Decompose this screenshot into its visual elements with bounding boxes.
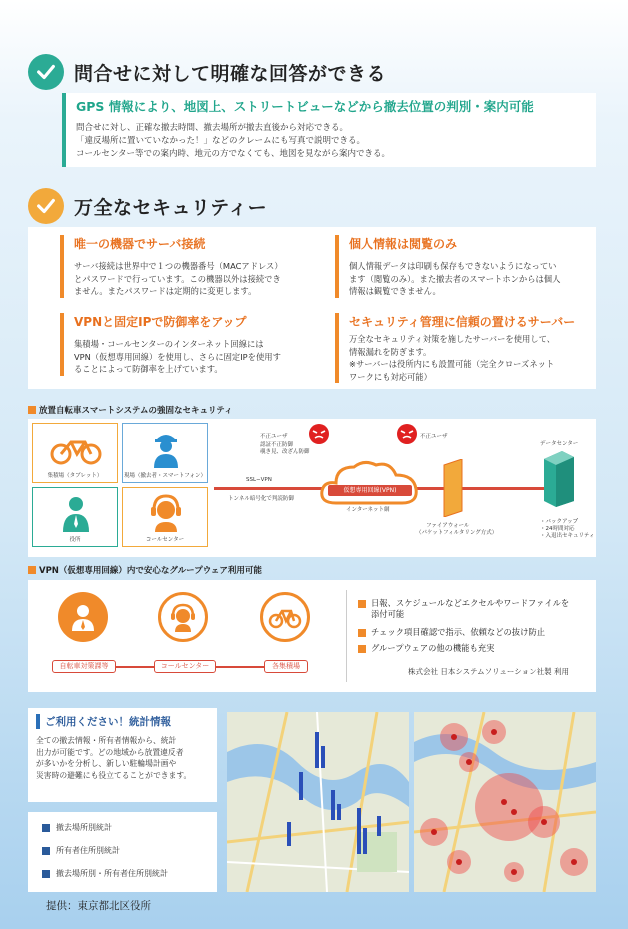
security-line: ません。またパスワードは定期的に変更します。 (74, 286, 257, 296)
security-line: 情報は観覧できません。 (349, 286, 441, 296)
bicycle-icon (33, 424, 119, 474)
datacenter-feature: ・入退出セキュリティ (540, 533, 595, 539)
datacenter-feature: ・24時間対応 (540, 526, 575, 532)
bad-user-note: 覗き見、改ざん防御 (260, 449, 310, 455)
feature-item: グループウェアの他の機能も充実 (358, 643, 494, 654)
check-icon (28, 54, 64, 90)
diagram1-title: 放置自転車スマートシステムの強固なセキュリティ (28, 404, 233, 416)
security-item-title: 唯一の機器でサーバ接続 (74, 237, 206, 251)
stats-line: が多いかを分析し、新しい駐輪場計画や (36, 759, 177, 768)
firewall-label: ファイアウォール (426, 523, 470, 529)
security-item (335, 235, 590, 298)
security-line: ることによって防御率を上げています。 (74, 364, 223, 374)
security-line: 個人情報データは印刷も保存もできないようになってい (349, 261, 557, 271)
node-label: 自転車対策課等 (52, 660, 116, 673)
stats-item: 撤去場所別統計 (42, 822, 203, 833)
check-icon (28, 188, 64, 224)
gps-line: 「違反場所に置いていなかった！」などのクレームにも写真で説明できる。 (76, 136, 366, 146)
section2-title: 万全なセキュリティー (74, 196, 268, 219)
security-line: 集積場・コールセンターのインターネット回線には (74, 339, 264, 349)
gps-text (76, 122, 586, 161)
stats-line: 出力が可能です。どの地域から放置違反者 (36, 747, 184, 757)
datacenter-label: データセンター (540, 441, 579, 447)
stats-item: 所有者住所別統計 (42, 845, 203, 856)
person-icon (33, 488, 119, 538)
security-item-title: VPNと固定IPで防御率をアップ (74, 315, 247, 329)
staff-icon (58, 592, 108, 642)
gps-line: 問合せに対し、正確な撤去時間、撤去場所が撤去直後から対応できる。 (76, 123, 349, 133)
orange-square-icon (28, 566, 36, 574)
tile-field-worker (122, 423, 208, 483)
tile-call-center (122, 487, 208, 547)
feature-item: チェック項目確認で指示、依頼などの抜け防止 (358, 627, 545, 638)
stats-line: 全ての撤去情報・所有者情報から、統計 (36, 736, 177, 745)
orange-square-icon (358, 645, 366, 653)
stats-box (28, 708, 217, 802)
stats-item: 撤去場所別・所有者住所別統計 (42, 868, 203, 879)
section2-header (28, 188, 267, 224)
headset-icon (158, 592, 208, 642)
security-line: ます（閲覧のみ）。また撤去者のスマートホンからは個人 (349, 273, 561, 284)
security-line: 万全なセキュリティ対策を施したサーバーを使用して、 (349, 334, 556, 344)
ssl-label: SSL−VPN (246, 477, 272, 483)
vpn-label: 仮想専用回線(VPN) (328, 485, 412, 496)
blue-square-icon (42, 870, 50, 878)
diagram2-title: VPN（仮想専用回線）内で安心なグループウェア利用可能 (28, 564, 262, 576)
firewall-icon (438, 459, 468, 517)
section1-header (28, 54, 386, 90)
feature-item: 日報、スケジュールなどエクセルやワードファイルを 添付可能 (358, 598, 569, 620)
tile-label: コールセンター (145, 537, 185, 543)
security-item (60, 313, 315, 376)
security-line: ※サーバーは役所内にも設置可能（完全クローズネット (349, 359, 555, 369)
security-line: サーバ接続は世界中で１つの機器番号（MACアドレス） (74, 261, 283, 271)
bad-user-label: 不正ユーザ (420, 434, 448, 440)
bad-user-note: 認証不正防御 (260, 442, 294, 448)
gps-title: GPS 情報により、地図上、ストリートビューなどから撤去位置の判別・案内可能 (76, 99, 534, 114)
bicycle-icon (260, 592, 310, 642)
blue-square-icon (42, 847, 50, 855)
map-heat-statistics (414, 712, 596, 892)
bad-user-label: 不正ユーザ (260, 434, 288, 440)
orange-square-icon (358, 600, 366, 608)
credit-text: 株式会社 日本システムソリューション社製 利用 (408, 667, 569, 676)
stats-list (28, 812, 217, 892)
security-item-title: セキュリティ管理に信頼の置けるサーバー (349, 315, 576, 329)
tile-label: 集積場（タブレット） (47, 473, 103, 479)
tile-city-office (32, 487, 118, 547)
firewall-note: （パケットフィルタリング方式） (416, 530, 498, 536)
security-item (335, 313, 590, 383)
malicious-user-icon (308, 423, 330, 445)
internet-label: インターネット網 (346, 507, 390, 513)
gps-line: コールセンター等での案内時、地元の方でなくても、地図を見ながら案内できる。 (76, 149, 390, 159)
node-label: コールセンター (154, 660, 216, 673)
worker-icon (123, 424, 209, 474)
tunnel-label: トンネル暗号化で判読防御 (228, 496, 294, 502)
security-line: とパスワードで行っています。この機器以外は接続でき (74, 273, 281, 284)
datacenter-feature: ・バックアップ (540, 519, 579, 525)
security-line: VPN（仮想専用回線）を使用し、さらに固定IPを使用す (74, 351, 281, 362)
stats-title: ご利用ください！統計情報 (36, 714, 209, 729)
security-item-title: 個人情報は閲覧のみ (349, 237, 458, 251)
groupware-diagram (28, 580, 596, 692)
tile-label: 現場（撤去者・スマートフォン） (124, 473, 206, 479)
headset-icon (123, 488, 209, 538)
node-label: 各集積場 (264, 660, 308, 673)
provider-footer: 提供：東京都北区役所 (46, 900, 151, 912)
blue-square-icon (42, 824, 50, 832)
tile-label: 役所 (69, 537, 81, 543)
security-line: ワークにも対応可能） (349, 371, 432, 382)
security-item (60, 235, 310, 298)
orange-square-icon (28, 406, 36, 414)
map-bar-statistics (227, 712, 409, 892)
server-icon (540, 449, 578, 507)
security-line: 情報漏れを防ぎます。 (349, 346, 432, 357)
security-box (28, 227, 596, 389)
divider (346, 590, 347, 682)
tile-collection-site (32, 423, 118, 483)
security-diagram (28, 419, 596, 557)
malicious-user-icon (396, 423, 418, 445)
section1-title: 問合せに対して明確な回答ができる (74, 62, 387, 85)
stats-line: 災害時の避難にも役立てることができます。 (36, 770, 192, 780)
gps-box (62, 93, 596, 167)
orange-square-icon (358, 629, 366, 637)
